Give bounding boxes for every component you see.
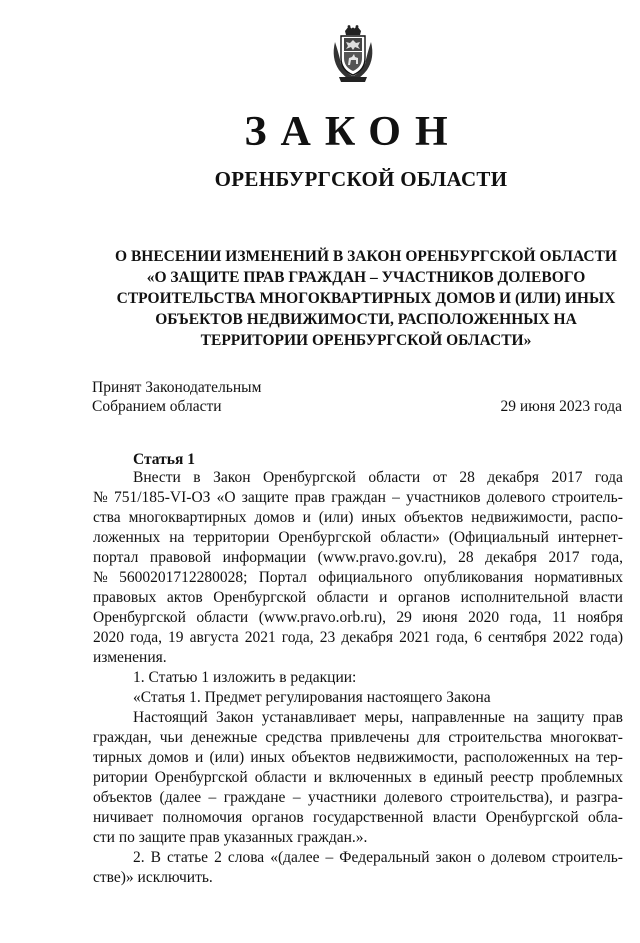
body-line bbox=[93, 608, 623, 628]
body-word: и bbox=[560, 789, 569, 806]
body-word: чьи bbox=[159, 729, 183, 746]
body-word: тер- bbox=[596, 749, 623, 766]
body-word: (www.pravo.gov.ru), bbox=[317, 549, 447, 566]
body-word: 751/185-VI-ОЗ bbox=[113, 489, 211, 506]
body-word: (или) bbox=[318, 509, 354, 526]
body-word: о bbox=[477, 849, 486, 866]
body-word: долевого bbox=[383, 789, 443, 806]
body-word: от bbox=[432, 469, 447, 486]
body-word: органов bbox=[397, 589, 451, 606]
body-word: граждан, bbox=[93, 729, 152, 746]
body-line-text: «Статья 1. Предмет регулирования настоящего Закона bbox=[133, 689, 491, 706]
body-word: – bbox=[325, 849, 334, 866]
body-line bbox=[93, 588, 623, 608]
body-word: органов bbox=[251, 809, 304, 826]
body-word: декабря bbox=[487, 469, 540, 486]
heading-line: О ВНЕСЕНИИ ИЗМЕНЕНИЙ В ЗАКОН ОРЕНБУРГСКОЙ ОБЛАСТИ bbox=[115, 248, 617, 265]
body-word: В bbox=[150, 849, 161, 866]
body-word: интернет- bbox=[557, 529, 623, 546]
body-line bbox=[93, 508, 623, 528]
body-word: недвижимости, bbox=[471, 509, 573, 526]
body-word: 28 bbox=[458, 549, 474, 566]
law-title: ЗАКОН bbox=[244, 109, 462, 155]
body-word: многокват- bbox=[550, 729, 623, 746]
body-word: ложенных bbox=[93, 529, 161, 546]
body-word: объектов bbox=[291, 749, 351, 766]
body-word: слова bbox=[227, 849, 265, 866]
body-word: устанавливает bbox=[261, 709, 357, 726]
body-word: прав bbox=[592, 709, 623, 726]
body-word: и bbox=[313, 769, 322, 786]
body-word: – bbox=[292, 789, 301, 806]
body-word: 2 bbox=[214, 849, 222, 866]
body-word: 2017 bbox=[551, 469, 583, 486]
body-word: 11 bbox=[551, 609, 567, 626]
article-body bbox=[93, 468, 623, 888]
body-word: домов bbox=[254, 509, 295, 526]
body-word: и bbox=[194, 749, 204, 766]
body-word: нормативных bbox=[534, 569, 623, 586]
law-heading bbox=[86, 246, 640, 351]
body-word: и bbox=[302, 509, 311, 526]
body-word: Портал bbox=[258, 569, 307, 586]
body-word: расположенных bbox=[464, 749, 569, 766]
body-word: 2021 bbox=[244, 629, 276, 646]
body-word: области bbox=[254, 769, 307, 786]
body-line bbox=[93, 648, 623, 668]
body-word: сентября bbox=[487, 629, 547, 646]
body-word: 2. bbox=[133, 849, 145, 866]
body-word: строительства bbox=[448, 729, 543, 746]
heading-line: ОБЪЕКТОВ НЕДВИЖИМОСТИ, РАСПОЛОЖЕННЫХ НА bbox=[155, 311, 577, 328]
body-line bbox=[93, 628, 623, 648]
body-word: года, bbox=[436, 629, 469, 646]
body-word: Оренбургской bbox=[262, 469, 356, 486]
body-word: привлечены bbox=[330, 729, 410, 746]
body-line bbox=[93, 488, 623, 508]
body-word: закон bbox=[435, 849, 472, 866]
heading-line: СТРОИТЕЛЬСТВА МНОГОКВАРТИРНЫХ ДОМОВ И (ИЛИ) ИНЫХ bbox=[116, 290, 616, 307]
body-word: строитель- bbox=[551, 489, 623, 506]
body-word: Закон bbox=[215, 709, 254, 726]
body-word: 2017 bbox=[548, 549, 580, 566]
body-word: власти bbox=[579, 589, 623, 606]
body-word: статье bbox=[167, 849, 209, 866]
body-word: – bbox=[392, 489, 400, 506]
body-word: Оренбургской bbox=[485, 809, 579, 826]
body-word: проблемных bbox=[540, 769, 623, 786]
body-word: участники bbox=[308, 789, 377, 806]
body-word: года, bbox=[130, 629, 162, 646]
body-word: для bbox=[417, 729, 441, 746]
body-word: объектов bbox=[404, 509, 464, 526]
body-line bbox=[93, 568, 623, 588]
body-line bbox=[93, 768, 623, 788]
body-word: Оренбургской bbox=[278, 529, 372, 546]
body-word: направленные bbox=[411, 709, 506, 726]
body-line bbox=[93, 728, 623, 748]
body-word: объектов bbox=[93, 789, 153, 806]
body-word: 2020 bbox=[468, 609, 500, 626]
body-word: домов bbox=[148, 749, 189, 766]
body-word: правовой bbox=[149, 549, 212, 566]
body-word: области bbox=[316, 589, 369, 606]
body-word: участников bbox=[406, 489, 481, 506]
adoption-block bbox=[92, 378, 622, 416]
body-word: года bbox=[594, 469, 623, 486]
body-word: территории bbox=[193, 529, 270, 546]
body-word: в bbox=[418, 769, 427, 786]
body-word: 2022 bbox=[552, 629, 584, 646]
body-word: прав bbox=[294, 489, 326, 506]
body-word: декабря bbox=[485, 549, 537, 566]
body-line bbox=[93, 548, 623, 568]
body-word: ритории bbox=[93, 769, 148, 786]
body-word: Оренбургской bbox=[154, 769, 248, 786]
body-word: 2021 bbox=[399, 629, 431, 646]
body-word: 5600201712280028; bbox=[119, 569, 248, 586]
body-word: «О bbox=[216, 489, 236, 506]
body-word: 29 bbox=[396, 609, 412, 626]
body-word: долевого bbox=[486, 489, 546, 506]
body-word: года) bbox=[589, 629, 623, 646]
body-word: распо- bbox=[580, 509, 623, 526]
body-line bbox=[93, 748, 623, 768]
body-line bbox=[93, 708, 623, 728]
body-word: 23 bbox=[319, 629, 336, 646]
heading-line: «О ЗАЩИТЕ ПРАВ ГРАЖДАН – УЧАСТНИКОВ ДОЛЕВОГО bbox=[146, 269, 586, 286]
body-word: на bbox=[169, 529, 185, 546]
body-word: (Официальный bbox=[448, 529, 549, 546]
body-word: единый bbox=[433, 769, 484, 786]
body-word: на bbox=[574, 749, 591, 766]
region-title: ОРЕНБУРГСКОЙ ОБЛАСТИ bbox=[214, 167, 508, 191]
body-word: декабря bbox=[341, 629, 394, 646]
body-line bbox=[93, 848, 623, 868]
body-line-text: стве)» исключить. bbox=[93, 869, 213, 886]
body-word: строительства), bbox=[450, 789, 553, 806]
body-word: государственной bbox=[312, 809, 424, 826]
coat-of-arms-icon bbox=[329, 24, 377, 84]
body-word: правовых bbox=[93, 589, 157, 606]
body-word: – bbox=[208, 789, 217, 806]
body-word: официального bbox=[318, 569, 413, 586]
body-line-text: изменения. bbox=[93, 649, 167, 666]
body-word: августа bbox=[189, 629, 239, 646]
body-line bbox=[93, 668, 623, 688]
body-word: иных bbox=[361, 509, 397, 526]
body-word: разгра- bbox=[576, 789, 623, 806]
body-line bbox=[93, 828, 623, 848]
adoption-date: 29 июня 2023 года bbox=[500, 398, 622, 415]
body-word: «(далее bbox=[270, 849, 320, 866]
body-word: года, bbox=[281, 629, 314, 646]
body-word: Настоящий bbox=[133, 709, 208, 726]
body-word: на bbox=[513, 709, 529, 726]
body-line bbox=[93, 808, 623, 828]
body-word: тирных bbox=[93, 749, 143, 766]
body-word: области bbox=[196, 609, 249, 626]
coat-of-arms-emblem bbox=[329, 24, 377, 84]
body-word: включенных bbox=[328, 769, 412, 786]
body-word: портал bbox=[93, 549, 139, 566]
body-word: года, bbox=[591, 549, 623, 566]
body-word: денежные bbox=[191, 729, 258, 746]
body-word: года, bbox=[509, 609, 542, 626]
body-line bbox=[93, 528, 623, 548]
body-word: Внести bbox=[133, 469, 181, 486]
body-word: недвижимости, bbox=[356, 749, 458, 766]
body-line-text: сти по защите прав указанных граждан.». bbox=[93, 829, 368, 846]
body-word: области» bbox=[380, 529, 440, 546]
adopted-by-line: Принят Законодательным bbox=[92, 379, 262, 396]
body-word: июня bbox=[422, 609, 458, 626]
body-word: полномочия bbox=[162, 809, 243, 826]
body-word: иных bbox=[250, 749, 286, 766]
body-word: 6 bbox=[474, 629, 482, 646]
body-word: ства bbox=[93, 509, 121, 526]
body-word: области bbox=[368, 469, 421, 486]
body-word: актов bbox=[166, 589, 203, 606]
body-word: Оренбургской bbox=[93, 609, 186, 626]
body-word: исполнительной bbox=[460, 589, 569, 606]
body-word: Оренбургской bbox=[213, 589, 307, 606]
body-word: ничивает bbox=[93, 809, 154, 826]
body-word: ноября bbox=[577, 609, 623, 626]
body-word: реестр bbox=[490, 769, 534, 786]
body-word: защите bbox=[241, 489, 289, 506]
body-word: № bbox=[93, 489, 108, 506]
heading-line: ТЕРРИТОРИИ ОРЕНБУРГСКОЙ ОБЛАСТИ» bbox=[200, 332, 532, 349]
body-word: меры, bbox=[364, 709, 404, 726]
body-word: (или) bbox=[209, 749, 245, 766]
body-word: граждане bbox=[223, 789, 286, 806]
body-word: 28 bbox=[459, 469, 475, 486]
body-word: защиту bbox=[536, 709, 585, 726]
body-word: средства bbox=[265, 729, 323, 746]
body-word: строитель- bbox=[551, 849, 623, 866]
body-line-text: 1. Статью 1 изложить в редакции: bbox=[133, 669, 357, 686]
body-word: № bbox=[93, 569, 108, 586]
body-word: власти bbox=[432, 809, 477, 826]
body-word: обла- bbox=[587, 809, 623, 826]
body-word: долевом bbox=[491, 849, 546, 866]
adopted-by-line: Собранием области bbox=[92, 398, 222, 415]
body-line bbox=[93, 868, 623, 888]
body-word: Закон bbox=[213, 469, 251, 486]
body-word: в bbox=[193, 469, 201, 486]
body-word: 19 bbox=[168, 629, 184, 646]
body-word: граждан bbox=[331, 489, 386, 506]
body-line bbox=[93, 688, 623, 708]
body-line bbox=[93, 788, 623, 808]
article-title: Статья 1 bbox=[133, 451, 195, 468]
body-line bbox=[93, 468, 623, 488]
body-word: (www.pravo.orb.ru), bbox=[258, 609, 386, 626]
body-word: 2020 bbox=[93, 629, 124, 646]
body-word: информации bbox=[222, 549, 307, 566]
body-word: опубликования bbox=[423, 569, 524, 586]
body-word: (далее bbox=[159, 789, 202, 806]
body-word: многоквартирных bbox=[128, 509, 247, 526]
body-word: Федеральный bbox=[339, 849, 430, 866]
body-word: и bbox=[379, 589, 388, 606]
